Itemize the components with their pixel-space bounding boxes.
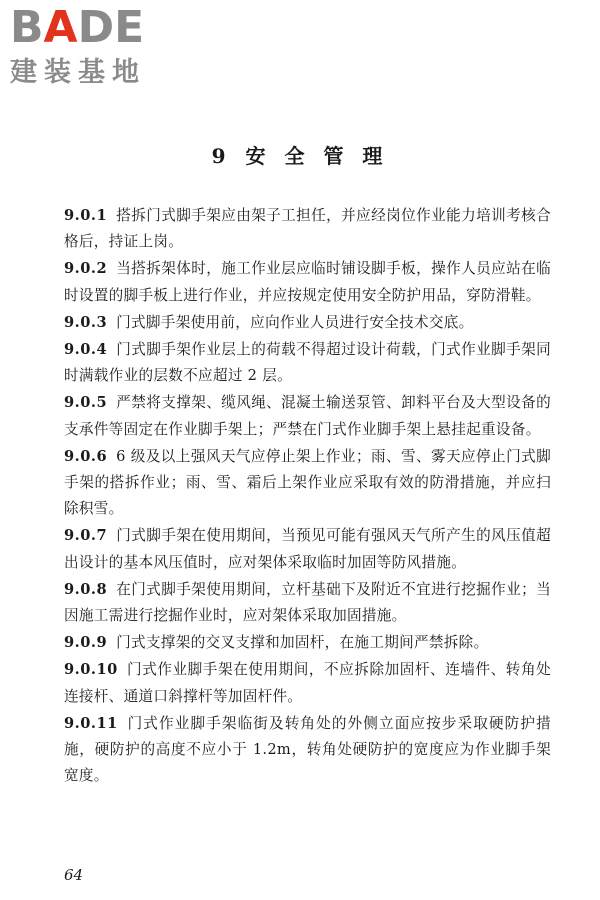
clause-number: 9.0.3: [64, 313, 108, 331]
clause-text: 门式脚手架在使用期间，当预见可能有强风天气所产生的风压值超出设计的基本风压值时，应对架体采取临时加固等防风措施。: [64, 527, 551, 571]
clause-number: 9.0.8: [64, 580, 108, 598]
clause-text: 6 级及以上强风天气应停止架上作业；雨、雪、雾天应停止门式脚手架的搭拆作业；雨、雪、霜后上架作业应采取有效的防滑措施，并应扫除积雪。: [64, 447, 551, 518]
clause: [64, 657, 551, 709]
clause-text: 当搭拆架体时，施工作业层应临时铺设脚手板，操作人员应站在临时设置的脚手板上进行作业，并应按规定使用安全防护用品，穿防滑鞋。: [64, 260, 551, 304]
clause-text: 在门式脚手架使用期间，立杆基础下及附近不宜进行挖掘作业；当因施工需进行挖掘作业时，应对架体采取加固措施。: [64, 580, 551, 625]
clause-number: 9.0.4: [64, 341, 108, 359]
clause: [64, 390, 551, 442]
clause-number: 9.0.5: [64, 394, 108, 412]
clause-text: 门式脚手架作业层上的荷载不得超过设计荷载，门式作业脚手架同时满载作业的层数不应超过 2 层。: [64, 341, 551, 385]
clause: [64, 523, 551, 575]
chapter-number: 9: [211, 144, 232, 168]
chapter-title-text: 安 全 管 理: [245, 144, 389, 168]
logo-wordmark: BADE: [10, 2, 145, 53]
clause-number: 9.0.10: [64, 661, 118, 679]
clause: [64, 711, 551, 790]
clause-text: 门式支撑架的交叉支撑和加固杆，在施工期间严禁拆除。: [116, 634, 489, 652]
logo-subtitle: 建装基地: [10, 57, 146, 88]
page-number: 64: [64, 866, 84, 884]
bade-logo: [10, 4, 180, 94]
clause-text: 门式脚手架使用前，应向作业人员进行安全技术交底。: [116, 313, 474, 331]
clause-number: 9.0.9: [64, 634, 108, 652]
clause: [64, 256, 551, 308]
clause-number: 9.0.7: [64, 527, 108, 545]
clause-text: 门式作业脚手架临街及转角处的外侧立面应按步采取硬防护措施，硬防护的高度不应小于 1.2m，转角处硬防护的宽度应为作业脚手架宽度。: [64, 714, 551, 785]
clause-text: 严禁将支撑架、缆风绳、混凝土输送泵管、卸料平台及大型设备的支承件等固定在作业脚手架上；严禁在门式作业脚手架上悬挂起重设备。: [64, 394, 551, 438]
clause-text: 搭拆门式脚手架应由架子工担任，并应经岗位作业能力培训考核合格后，持证上岗。: [64, 207, 551, 251]
clause-number: 9.0.11: [64, 714, 118, 732]
clause: [64, 203, 551, 255]
clause: [64, 630, 551, 656]
clause: [64, 337, 551, 389]
chapter-title: [0, 140, 600, 169]
clause-text: 门式作业脚手架在使用期间，不应拆除加固杆、连墙件、转角处连接杆、通道口斜撑杆等加固杆件。: [64, 661, 551, 705]
clause-number: 9.0.1: [64, 207, 108, 224]
clause: [64, 577, 551, 629]
clause-number: 9.0.2: [64, 260, 108, 278]
clause: [64, 444, 551, 523]
clause-number: 9.0.6: [64, 447, 108, 465]
clause-list: [64, 203, 551, 789]
clause: [64, 310, 551, 336]
